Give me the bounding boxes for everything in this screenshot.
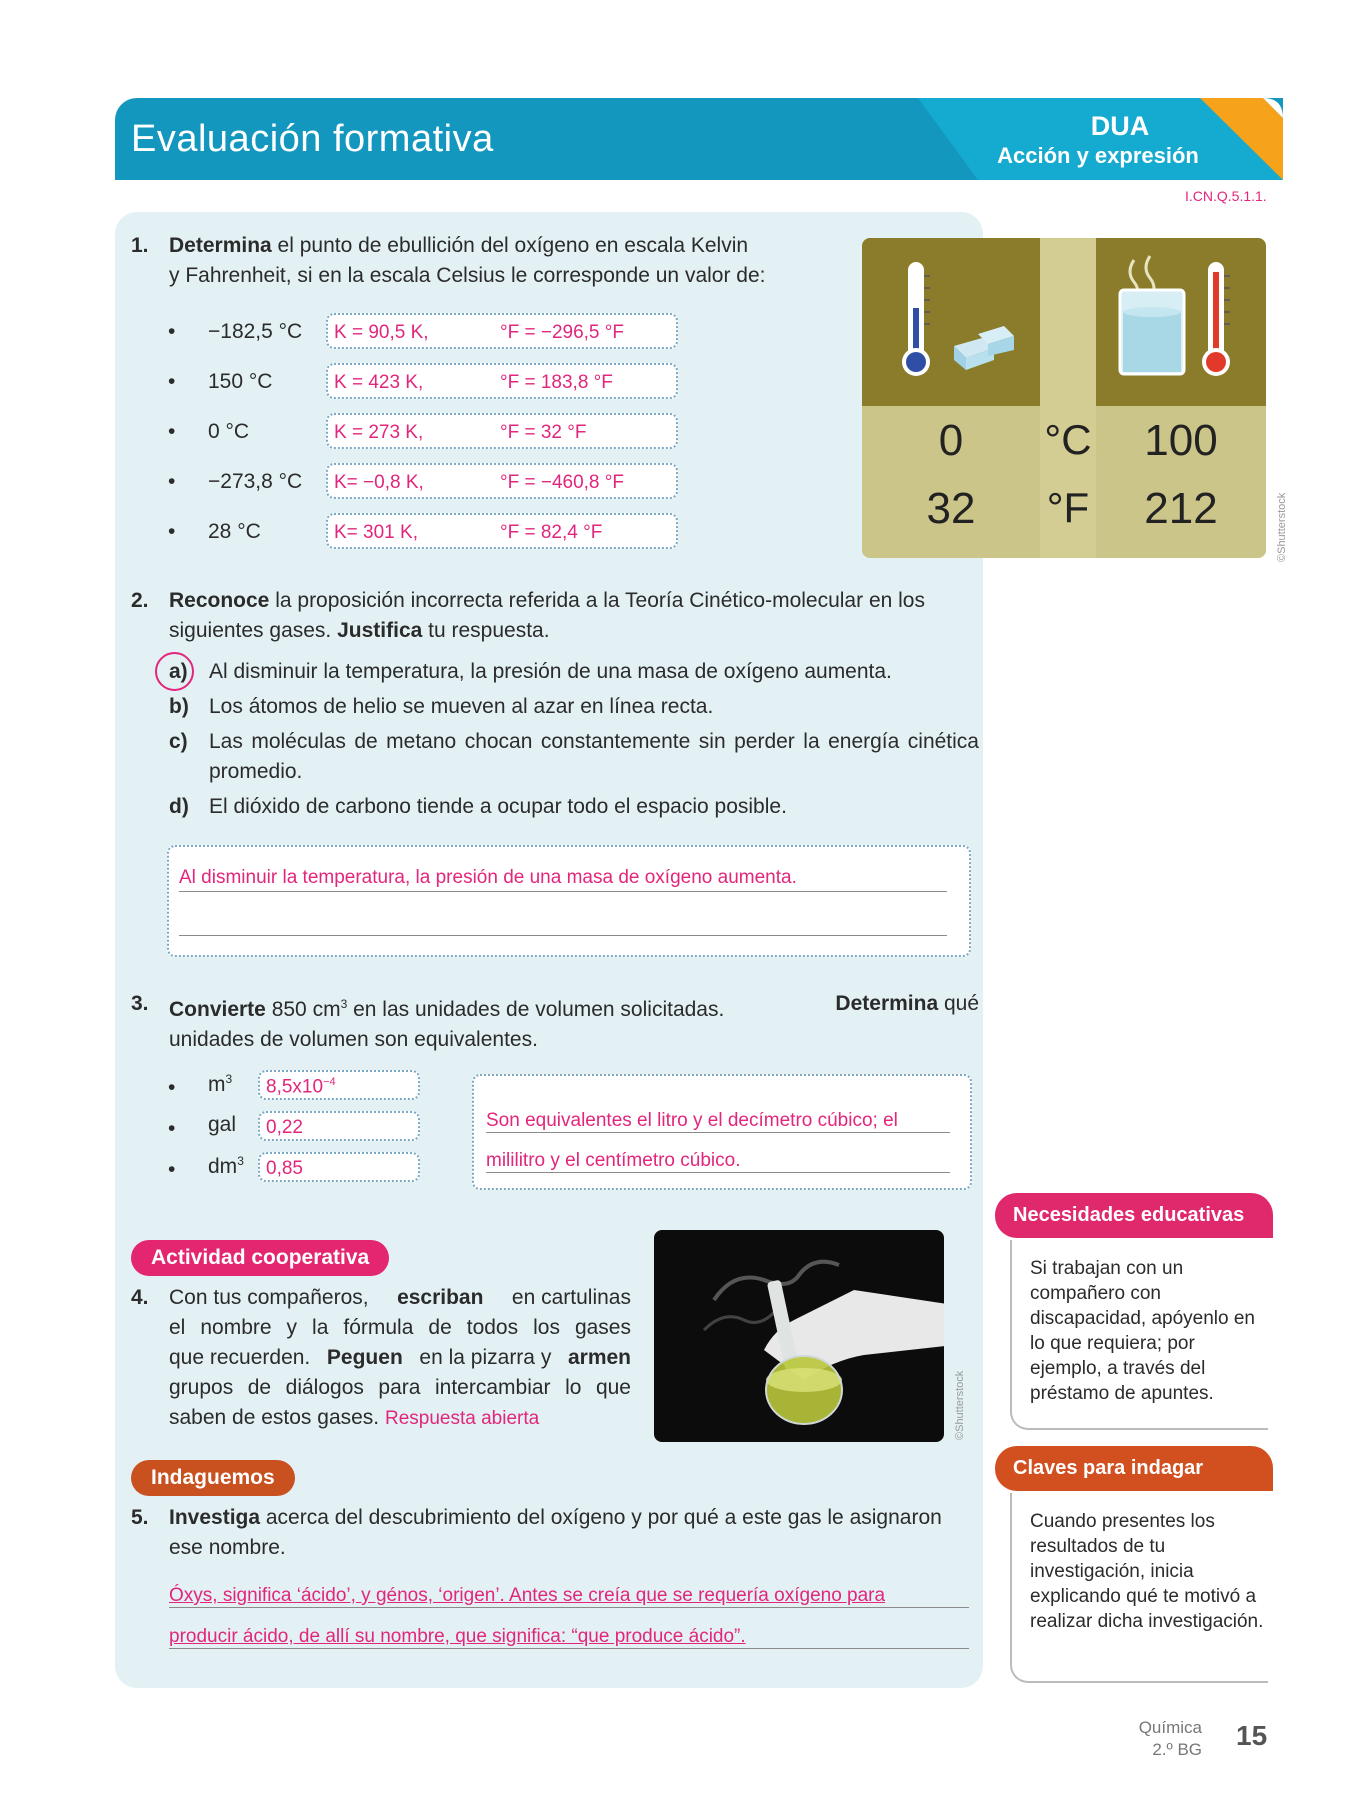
q1-statement [169, 231, 829, 291]
footer-subject: Química [1138, 1718, 1202, 1737]
celsius-low: 0 [938, 416, 964, 465]
q3-value-1: 0,22 [266, 1117, 303, 1138]
footer-grade: 2.º BG [1152, 1740, 1202, 1759]
q2-text-c: tu respuesta. [422, 619, 550, 642]
page-number: 15 [1236, 1720, 1268, 1751]
q1-kelvin-0: K = 90,5 K, [334, 322, 429, 343]
q1-kelvin-2: K = 273 K, [334, 422, 424, 443]
q2-text-a: la proposición incorrecta referida a la Teoría Cinético-molecular en los [269, 589, 925, 612]
option-a-text: Al disminuir la temperatura, la presión de una masa de oxígeno aumenta. [209, 660, 892, 683]
q1-kelvin-3: K= −0,8 K, [334, 472, 424, 493]
bullet: • [168, 520, 176, 543]
q2-answer-box[interactable] [167, 845, 971, 957]
bullet: • [168, 1158, 176, 1181]
q5-number: 5. [131, 1506, 149, 1529]
image-credit: ©Shutterstock [1276, 492, 1288, 562]
q2-verb2: Justifica [337, 619, 423, 642]
bullet: • [168, 1076, 176, 1099]
q3-text-b: en las unidades de volumen solicitadas. [347, 998, 725, 1021]
fahrenheit-low: 32 [926, 484, 976, 533]
q3-unit-0: $m^3$ [208, 1072, 233, 1096]
keys-text: Cuando presentes los resultados de tu investigación, inicia explicando qué te motivó a realizar dicha investigación. [1030, 1511, 1264, 1632]
indicator-code: I.CN.Q.5.1.1. [1185, 188, 1267, 204]
needs-header: Necesidades educativas [995, 1193, 1273, 1238]
q1-celsius-3: −273,8 °C [208, 470, 303, 493]
q2-number: 2. [131, 589, 149, 612]
option-b-letter: b) [169, 695, 189, 718]
q4-line3-c: en la pizarra y [419, 1346, 552, 1369]
q1-fahrenheit-3: °F = −460,8 °F [500, 472, 624, 493]
q4-line3-b: Peguen [326, 1346, 403, 1369]
q4-number: 4. [131, 1286, 149, 1309]
q1-answer-box-0[interactable] [326, 313, 678, 349]
q3-answer-box-1[interactable] [258, 1111, 420, 1141]
q2-text-b: siguientes gases. [169, 619, 338, 642]
q3-answer-box-2[interactable] [258, 1152, 420, 1182]
q1-text-line1: el punto de ebullición del oxígeno en escala Kelvin [271, 234, 749, 257]
q5-verb: Investiga [169, 1506, 261, 1529]
cooperative-activity-pill: Actividad cooperativa [131, 1240, 389, 1276]
q5-text-a: acerca del descubrimiento del oxígeno y por qué a este gas le asignaron [260, 1506, 942, 1529]
q3-unit-1: gal [208, 1113, 237, 1136]
q1-verb: Determina [169, 234, 272, 257]
bullet: • [168, 470, 176, 493]
bullet: • [168, 320, 176, 343]
q1-celsius-0: −182,5 °C [208, 320, 303, 343]
q1-answer-box-4[interactable] [326, 513, 678, 549]
q3-answer-box-0[interactable] [258, 1070, 420, 1100]
q1-number: 1. [131, 234, 149, 257]
q5-text-b: ese nombre. [169, 1536, 286, 1559]
answer-line [179, 935, 947, 936]
q4-statement [169, 1283, 631, 1434]
q3-sup: 3 [340, 997, 348, 1011]
q4-line5: saben de estos gases. [169, 1406, 380, 1429]
q3-verb: Convierte [169, 998, 266, 1021]
q3-answer-line1: Son equivalentes el litro y el decímetro cúbico; el [486, 1110, 950, 1133]
option-d-letter: d) [169, 795, 189, 818]
q2-answer-text: Al disminuir la temperatura, la presión de una masa de oxígeno aumenta. [179, 867, 947, 892]
bullet: • [168, 420, 176, 443]
q3-equivalence-box[interactable] [472, 1074, 972, 1190]
q3-unit-2: $dm^3$ [208, 1154, 244, 1178]
q4-line1-b: escriban [397, 1286, 484, 1309]
q4-line1-a: Con tus compañeros, [169, 1286, 369, 1309]
q1-kelvin-1: K = 423 K, [334, 372, 424, 393]
option-b-text: Los átomos de helio se mueven al azar en línea recta. [209, 695, 714, 718]
q1-celsius-2: 0 °C [208, 420, 250, 443]
option-a-letter: a) [169, 660, 188, 683]
q3-value-0: $8,5x10^{-4}$ [266, 1076, 336, 1098]
q1-celsius-1: 150 °C [208, 370, 273, 393]
flask-illustration [654, 1230, 944, 1442]
keys-header: Claves para indagar [995, 1446, 1273, 1491]
option-d-text: El dióxido de carbono tiende a ocupar todo el espacio posible. [209, 795, 787, 818]
celsius-unit: °C [1044, 416, 1092, 463]
dua-title: DUA [1090, 111, 1150, 141]
q3-text-c: qué [938, 992, 979, 1015]
q1-kelvin-4: K= 301 K, [334, 522, 418, 543]
option-c-letter: c) [169, 730, 188, 753]
q3-answer-line2: mililitro y el centímetro cúbico. [486, 1150, 950, 1173]
q5-answer-line1: Óxys, significa ‘ácido’, y génos, ‘origen’. Antes se creía que se requería oxígeno para [169, 1585, 969, 1608]
q3-value-2: 0,85 [266, 1158, 303, 1179]
q2-verb: Reconoce [169, 589, 270, 612]
option-c-text: Las moléculas de metano chocan constantemente sin perder la energía cinética promedio. [209, 730, 979, 783]
q3-number: 3. [131, 992, 149, 1015]
q1-answer-box-3[interactable] [326, 463, 678, 499]
q1-fahrenheit-0: °F = −296,5 °F [500, 322, 624, 343]
fahrenheit-high: 212 [1144, 484, 1218, 533]
q4-line3-a: que recuerden. [169, 1346, 311, 1369]
q1-text-line2: y Fahrenheit, si en la escala Celsius le corresponde un valor de: [169, 264, 766, 287]
bullet: • [168, 1117, 176, 1140]
q2-statement [169, 586, 979, 646]
q1-fahrenheit-2: °F = 32 °F [500, 422, 587, 443]
q1-list [168, 312, 688, 562]
q3-text-a: 850 cm [265, 998, 341, 1021]
q3-verb2: Determina [835, 992, 939, 1015]
needs-text: Si trabajan con un compañero con discapacidad, apóyenlo en lo que requiera; por ejemplo, a través del préstamo de apuntes. [1030, 1258, 1256, 1404]
photo-credit: ©Shutterstock [954, 1370, 966, 1440]
q1-answer-box-1[interactable] [326, 363, 678, 399]
q4-line2: el nombre y la fórmula de todos los gases [169, 1316, 631, 1339]
q5-statement [169, 1503, 979, 1563]
indaguemos-pill: Indaguemos [131, 1460, 295, 1496]
q4-line4: grupos de diálogos para intercambiar lo que [169, 1376, 631, 1399]
q1-answer-box-2[interactable] [326, 413, 678, 449]
gas-flask-photo [654, 1230, 944, 1442]
q1-fahrenheit-4: °F = 82,4 °F [500, 522, 603, 543]
dua-subtitle: Acción y expresión [997, 143, 1199, 168]
q4-line1-c: en cartulinas [511, 1286, 631, 1309]
q4-answer: Respuesta abierta [385, 1408, 540, 1429]
q1-celsius-4: 28 °C [208, 520, 261, 543]
q1-fahrenheit-1: °F = 183,8 °F [500, 372, 613, 393]
page-title: Evaluación formativa [131, 118, 494, 160]
fahrenheit-unit: °F [1046, 484, 1090, 531]
q3-statement [169, 989, 979, 1055]
thermometer-image [862, 238, 1266, 558]
celsius-high: 100 [1144, 416, 1218, 465]
q3-text-line2: unidades de volumen son equivalentes. [169, 1028, 538, 1051]
q5-answer-line2: producir ácido, de allí su nombre, que significa: “que produce ácido”. [169, 1626, 969, 1649]
q4-line3-d: armen [567, 1346, 631, 1369]
bullet: • [168, 370, 176, 393]
